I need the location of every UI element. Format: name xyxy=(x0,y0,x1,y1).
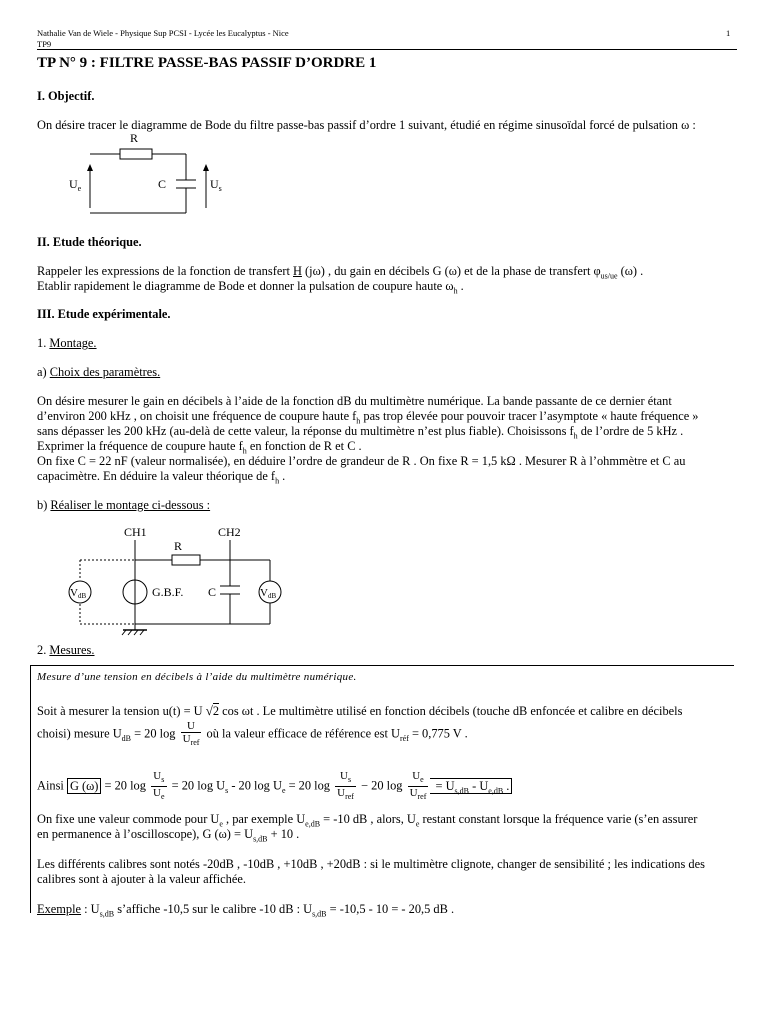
text: U xyxy=(339,770,348,782)
subscript: ref xyxy=(417,792,427,802)
rc-filter-circuit xyxy=(60,130,260,220)
text: Exemple xyxy=(37,902,82,916)
voltmeter-left-label: V xyxy=(70,587,78,599)
subscript: e,dB xyxy=(305,819,321,829)
denominator xyxy=(151,787,167,803)
subscript: h xyxy=(573,431,578,441)
text: restant constant lorsque la fréquence varie (s’en assurer xyxy=(419,812,698,826)
text: Montage. xyxy=(49,336,97,350)
text: d’environ 200 kHz , on choisit une fréquence de coupure haute f xyxy=(37,409,357,423)
text: U xyxy=(412,770,421,782)
text: en permanence à l’oscilloscope), G (ω) = U xyxy=(37,827,254,841)
text: = 20 log xyxy=(285,778,334,793)
circuit2-c-label: C xyxy=(208,585,217,599)
subscript: e xyxy=(219,819,223,829)
text: U xyxy=(409,787,418,800)
text: On fixe une valeur commode pour U xyxy=(37,812,220,826)
circuit2-r-label: R xyxy=(174,539,183,553)
denominator xyxy=(181,733,202,749)
text: où la valeur efficace de référence est U xyxy=(203,726,400,741)
text: pas trop élevée pour pouvoir tracer l’asymptote « haute fréquence » xyxy=(360,409,699,423)
resistor-symbol xyxy=(120,149,152,159)
page-number: 1 xyxy=(726,28,731,38)
calibre-line-1: Les différents calibres sont notés -20dB , -10dB , +10dB , +20dB : si le multimètre clignote, changer de sensibilité ; les indications des xyxy=(37,857,705,871)
text: + 10 . xyxy=(267,827,300,841)
subsection-montage-b xyxy=(37,497,210,513)
section-1-heading: I. Objectif. xyxy=(37,89,95,103)
text: = 20 log xyxy=(101,778,150,793)
ue-arrow-head xyxy=(87,164,93,171)
text: Choix des paramètres. xyxy=(49,365,161,379)
voltmeter-left-sub: dB xyxy=(77,592,87,600)
text: sans dépasser les 200 kHz (au-delà de cette valeur, la réponse du multimètre n’est plus fiable). Choisissons f xyxy=(37,424,574,438)
box-title: Mesure d’une tension en décibels à l’aide du multimètre numérique. xyxy=(37,671,357,683)
text: U xyxy=(182,733,191,745)
text: Exprimer la fréquence de coupure haute f xyxy=(37,439,243,453)
text: 1. xyxy=(37,336,50,350)
ch2-label: CH2 xyxy=(218,525,241,539)
numerator xyxy=(151,770,167,787)
subscript: s xyxy=(347,775,352,785)
text: cos ωt . Le multimètre utilisé en fonction décibels (touche dB enfoncée et calibre en décibels xyxy=(219,704,683,718)
text: = 20 log xyxy=(131,726,179,741)
text: Etablir rapidement le diagramme de Bode et donner la pulsation de coupure haute ω xyxy=(37,279,454,293)
paragraph-line: On désire mesurer le gain en décibels à l’aide de la fonction dB du multimètre numérique. La bande passante de ce dernier étant xyxy=(37,394,672,408)
section-2-line-2 xyxy=(37,278,464,299)
text: = U xyxy=(432,778,455,793)
section-3-heading: III. Etude expérimentale. xyxy=(37,307,171,321)
measure-line-2 xyxy=(37,720,468,749)
text: = -10 dB , alors, U xyxy=(320,812,416,826)
text: Mesures. xyxy=(49,643,95,657)
numerator: U xyxy=(181,720,202,733)
text: en fonction de R et C . xyxy=(246,439,362,453)
gbf-label: G.B.F. xyxy=(152,585,184,599)
text: = 0,775 V . xyxy=(408,726,468,741)
ue-label: U xyxy=(69,177,78,191)
box-left-line xyxy=(30,665,31,913)
example-line xyxy=(37,901,454,922)
text: Ainsi xyxy=(37,778,67,793)
text: Soit à mesurer la tension u(t) = U xyxy=(37,704,206,718)
text: : U xyxy=(81,902,100,916)
calibre-line-2: calibres sont à ajouter à la valeur affichée. xyxy=(37,872,246,886)
fraction xyxy=(335,770,356,803)
header-tp-line: TP9 xyxy=(37,39,52,49)
subsection-montage xyxy=(37,335,97,351)
page-header xyxy=(37,28,289,50)
measurement-circuit xyxy=(60,520,300,640)
text: a) xyxy=(37,365,50,379)
subscript: s xyxy=(161,775,165,785)
numerator xyxy=(335,770,356,787)
text: - U xyxy=(469,778,489,793)
text: choisi) mesure U xyxy=(37,726,122,741)
transfer-function-symbol: H xyxy=(293,264,302,278)
numerator xyxy=(408,770,429,787)
ch1-label: CH1 xyxy=(124,525,147,539)
subscript: e xyxy=(281,786,286,795)
subscript: h xyxy=(453,286,458,296)
boxed-result xyxy=(430,778,512,794)
subscript: ref xyxy=(345,792,354,802)
resistor-symbol xyxy=(172,555,200,565)
text: = -10,5 - 10 = - 20,5 dB . xyxy=(326,902,455,916)
subscript: h xyxy=(275,476,280,486)
voltmeter-right-label: V xyxy=(260,587,268,599)
header-rule xyxy=(37,49,737,50)
denominator xyxy=(335,787,356,803)
measure-line-1: Soit à mesurer la tension u(t) = U √2 cos ωt . Le multimètre utilisé en fonction décibels (touche dB enfoncée et calibre en décibels xyxy=(37,703,683,718)
sqrt-value: 2 xyxy=(212,704,220,718)
text: Réaliser le montage ci-dessous : xyxy=(50,498,211,512)
circuit1-r-label: R xyxy=(130,131,139,145)
subscript: e xyxy=(160,792,165,802)
section-2-heading: II. Etude théorique. xyxy=(37,235,142,249)
circuit1-c-label: C xyxy=(158,177,167,191)
text: - 20 log U xyxy=(228,778,282,793)
subscript: us/ue xyxy=(600,271,618,281)
subscript: s,dB xyxy=(312,909,327,919)
text: . xyxy=(503,778,510,793)
fraction xyxy=(408,770,429,803)
text: . xyxy=(457,279,464,293)
ue-sub: e xyxy=(77,184,82,193)
svg-text:Us xyxy=(210,177,222,193)
text: . xyxy=(279,469,286,483)
subscript: e xyxy=(420,775,424,785)
subscript: h xyxy=(356,416,361,426)
denominator xyxy=(408,787,429,803)
svg-text:Ue xyxy=(69,177,82,193)
text: (ω) . xyxy=(617,264,644,278)
text: U xyxy=(337,787,346,800)
subscript: s xyxy=(225,786,229,795)
document-title: TP N° 9 : FILTRE PASSE-BAS PASSIF D’ORDRE 1 xyxy=(37,55,377,71)
text: capacimètre. En déduire la valeur théorique de f xyxy=(37,469,276,483)
text: b) xyxy=(37,498,51,512)
box-top-line xyxy=(30,665,734,666)
subsection-mesures xyxy=(37,642,94,658)
text: − 20 log xyxy=(357,778,406,793)
voltmeter-right-sub: dB xyxy=(267,592,277,600)
section-1-text: On désire tracer le diagramme de Bode du filtre passe-bas passif d’ordre 1 suivant, étudié en régime sinusoïdal forcé de pulsation ω : xyxy=(37,118,696,132)
text: = 20 log U xyxy=(168,778,226,793)
text: 2. xyxy=(37,643,50,657)
us-arrow-head xyxy=(203,164,209,171)
text: , par exemple U xyxy=(222,812,306,826)
fixed-value-line-2 xyxy=(37,826,299,847)
subscript: h xyxy=(242,446,247,456)
fraction xyxy=(181,720,202,749)
subscript: s,dB xyxy=(253,834,268,844)
text: Rappeler les expressions de la fonction de transfert xyxy=(37,264,293,278)
subscript: ref xyxy=(190,738,200,748)
subsection-parametres xyxy=(37,364,160,380)
text: U xyxy=(153,787,161,800)
subscript: s,dB xyxy=(99,909,115,919)
subscript: e,dB xyxy=(488,786,504,795)
subscript: e xyxy=(415,819,420,829)
subscript: s,dB xyxy=(454,786,469,795)
fraction xyxy=(151,770,167,803)
gain-equation xyxy=(37,770,512,803)
text: (jω) , du gain en décibels G (ω) et de la phase de transfert φ xyxy=(301,264,601,278)
paragraph-line xyxy=(37,468,285,489)
text: de l’ordre de 5 kHz . xyxy=(577,424,684,438)
us-sub: s xyxy=(218,184,222,193)
subscript: réf xyxy=(399,733,409,743)
text: U xyxy=(153,770,162,782)
boxed-gain: G (ω) xyxy=(67,778,101,794)
paragraph-line: On fixe C = 22 nF (valeur normalisée), en déduire l’ordre de grandeur de R . On fixe R = 1,5 kΩ . Mesurer R à l’ohmmètre et C au xyxy=(37,454,686,468)
us-label: U xyxy=(210,177,219,191)
subscript: dB xyxy=(121,733,131,743)
text: s’affiche -10,5 sur le calibre -10 dB : U xyxy=(114,902,313,916)
header-author-line: Nathalie Van de Wiele - Physique Sup PCSI - Lycée les Eucalyptus - Nice xyxy=(37,28,289,38)
